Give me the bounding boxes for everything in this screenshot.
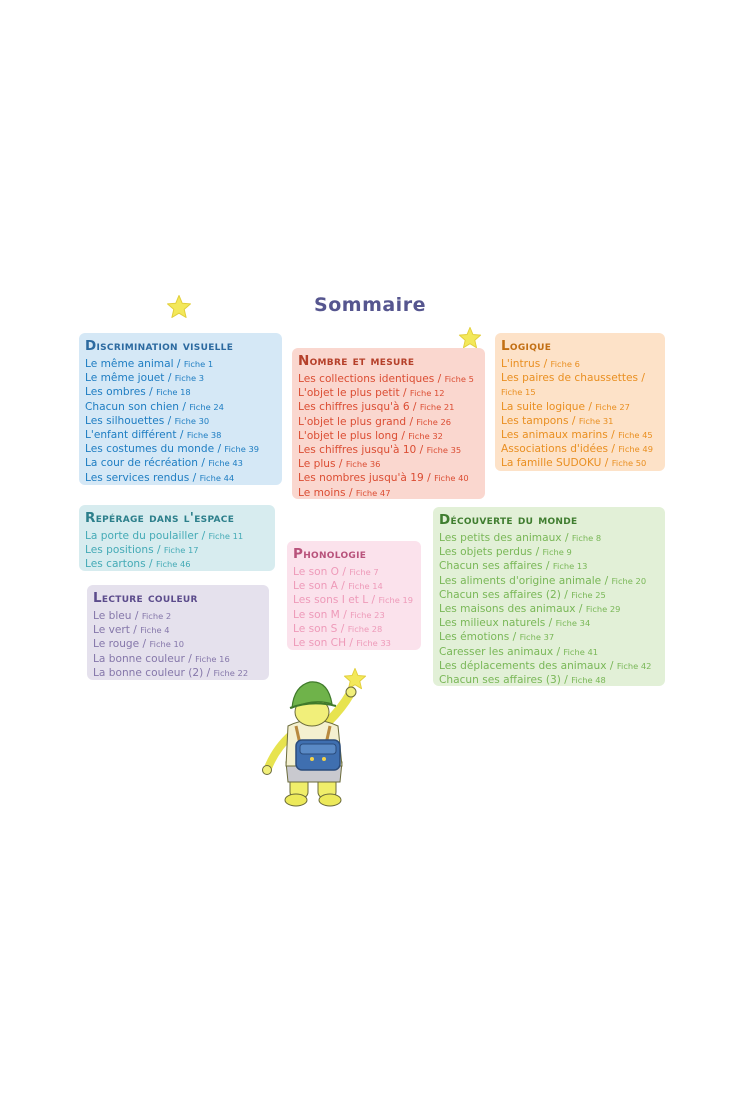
list-item: Le bleu / Fiche 2 [93, 610, 172, 622]
section-heading: Logique [501, 338, 552, 354]
star-icon [458, 326, 482, 350]
list-item: Les maisons des animaux / Fiche 29 [439, 603, 621, 616]
section-discrimination-visuelle [79, 333, 282, 485]
list-item: Le vert / Fiche 4 [93, 624, 170, 637]
list-item: L'objet le plus grand / Fiche 26 [298, 415, 452, 428]
list-item: Les déplacements des animaux / Fiche 42 [439, 659, 652, 672]
list-item: Les objets perdus / Fiche 9 [439, 546, 572, 559]
list-item: Les silhouettes / Fiche 30 [85, 414, 210, 427]
list-item: Caresser les animaux / Fiche 41 [439, 645, 598, 658]
list-item: Chacun ses affaires / Fiche 13 [439, 560, 588, 573]
section-lecture-couleur [87, 585, 269, 680]
list-item: Les collections identiques / Fiche 5 [298, 373, 474, 385]
list-item: Fiche 15 [501, 387, 536, 398]
list-item: Le plus / Fiche 36 [298, 458, 381, 471]
list-item: Chacun ses affaires (2) / Fiche 25 [439, 588, 606, 601]
list-item: Les tampons / Fiche 31 [501, 414, 614, 427]
section-reperage-dans-l-espace [79, 505, 275, 571]
section-nombre-et-mesure [292, 348, 485, 499]
section-decouverte-du-monde [433, 507, 665, 686]
list-item: Les positions / Fiche 17 [85, 544, 199, 557]
list-item: Les nombres jusqu'à 19 / Fiche 40 [298, 472, 469, 485]
list-item: L'objet le plus long / Fiche 32 [298, 429, 443, 442]
list-item: La bonne couleur / Fiche 16 [93, 652, 230, 665]
list-item: Les cartons / Fiche 46 [85, 558, 191, 571]
list-item: Le même jouet / Fiche 3 [85, 372, 205, 385]
list-item: Les petits des animaux / Fiche 8 [439, 532, 602, 544]
section-logique [495, 333, 665, 471]
list-item: Le son M / Fiche 23 [293, 608, 385, 621]
list-item: Les paires de chaussettes / [501, 372, 645, 385]
list-item: La cour de récréation / Fiche 43 [85, 457, 243, 470]
list-item: L'objet le plus petit / Fiche 12 [298, 387, 445, 400]
list-item: Associations d'idées / Fiche 49 [501, 443, 653, 456]
section-heading: Phonologie [293, 546, 367, 562]
list-item: Les ombres / Fiche 18 [85, 386, 191, 399]
list-item: Chacun son chien / Fiche 24 [85, 400, 224, 413]
list-item: La suite logique / Fiche 27 [501, 400, 630, 413]
list-item: Les animaux marins / Fiche 45 [501, 429, 653, 442]
list-item: La porte du poulailler / Fiche 11 [85, 530, 244, 542]
list-item: Les milieux naturels / Fiche 34 [439, 617, 591, 630]
list-item: Le son O / Fiche 7 [293, 566, 379, 578]
list-item: Les aliments d'origine animale / Fiche 20 [439, 574, 647, 587]
section-heading: Nombre et mesure [298, 353, 415, 369]
list-item: Les sons I et L / Fiche 19 [293, 594, 414, 607]
list-item: Le moins / Fiche 47 [298, 486, 391, 499]
section-heading: Découverte du monde [439, 512, 578, 528]
list-item: Le son CH / Fiche 33 [293, 637, 391, 650]
list-item: Le rouge / Fiche 10 [93, 638, 185, 651]
list-item: Les services rendus / Fiche 44 [85, 471, 235, 484]
list-item: Les émotions / Fiche 37 [439, 631, 555, 644]
list-item: Le même animal / Fiche 1 [85, 358, 214, 370]
section-heading: Discrimination visuelle [85, 338, 234, 354]
star-icon [166, 294, 192, 320]
list-item: Les costumes du monde / Fiche 39 [85, 443, 259, 456]
list-item: L'intrus / Fiche 6 [501, 358, 580, 370]
list-item: La famille SUDOKU / Fiche 50 [501, 457, 647, 470]
list-item: Les chiffres jusqu'à 10 / Fiche 35 [298, 444, 462, 457]
list-item: Les chiffres jusqu'à 6 / Fiche 21 [298, 401, 455, 414]
section-heading: Lecture couleur [93, 590, 198, 606]
list-item: L'enfant différent / Fiche 38 [85, 429, 222, 442]
list-item: Le son S / Fiche 28 [293, 622, 383, 635]
list-item: La bonne couleur (2) / Fiche 22 [93, 666, 249, 679]
child-mascot-illustration [258, 664, 378, 810]
page-title: Sommaire [314, 294, 426, 316]
section-phonologie [287, 541, 421, 650]
list-item: Le son A / Fiche 14 [293, 580, 383, 593]
list-item: Chacun ses affaires (3) / Fiche 48 [439, 674, 606, 687]
section-heading: Repérage dans l'espace [85, 510, 235, 526]
